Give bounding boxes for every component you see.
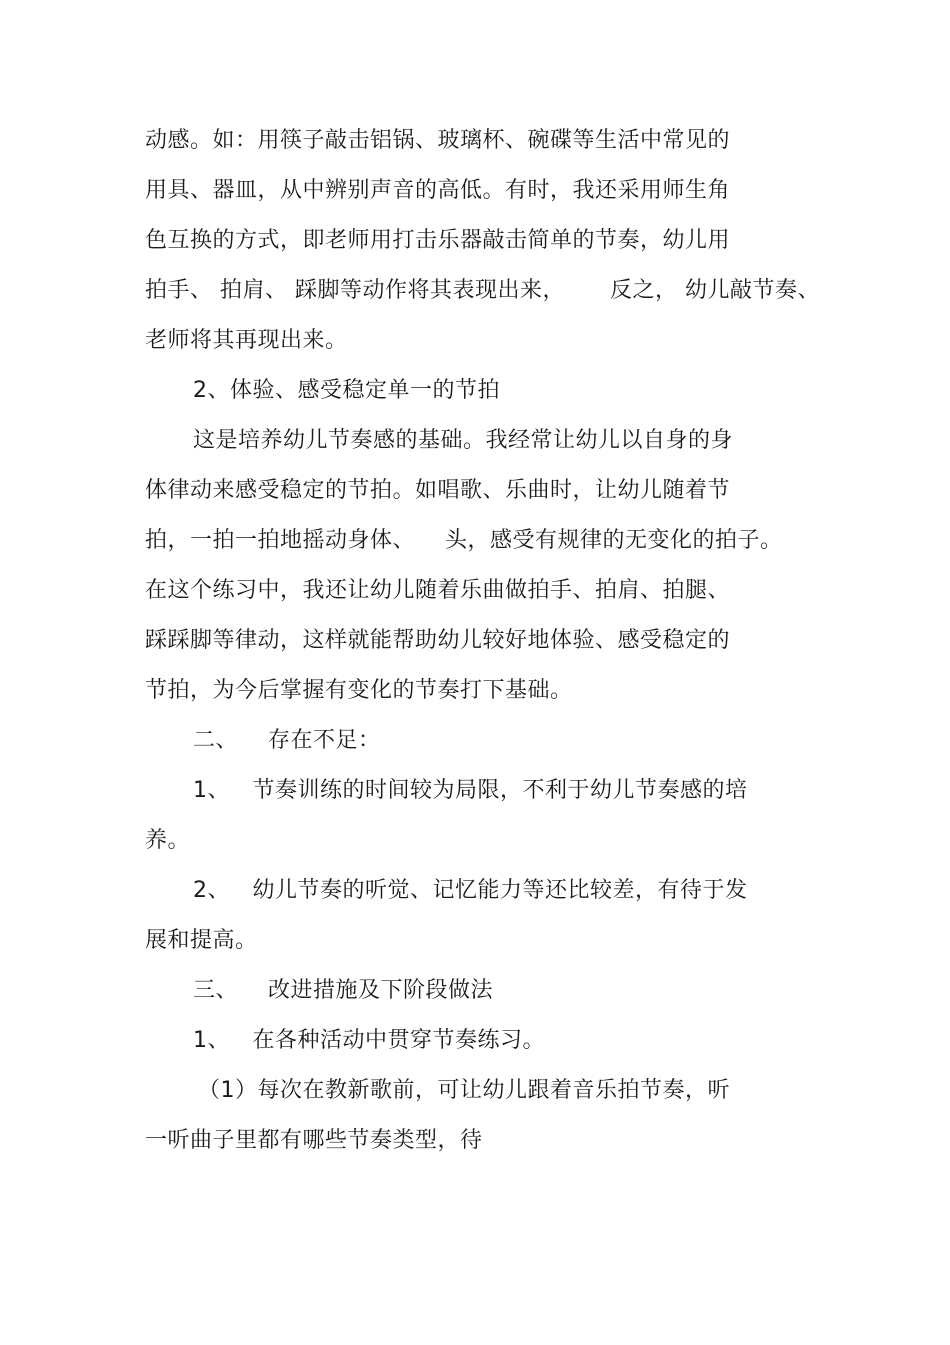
paragraph-line: 用具、器皿，从中辨别声音的高低。有时，我还采用师生角 [145, 178, 731, 203]
paragraph-line: 动感。如：用筷子敲击铝锅、玻璃杯、碗碟等生活中常见的 [145, 128, 731, 153]
paragraph-line: 在这个练习中，我还让幼儿随着乐曲做拍手、拍肩、拍腿、 [145, 578, 731, 603]
paragraph-line: 体律动来感受稳定的节拍。如唱歌、乐曲时，让幼儿随着节 [145, 478, 731, 503]
paragraph-line: 拍手、 拍肩、 踩脚等动作将其表现出来， 反之， 幼儿敲节奏、 [145, 278, 820, 303]
paragraph-line: 展和提高。 [145, 928, 258, 953]
list-item: 1、 节奏训练的时间较为局限，不利于幼儿节奏感的培 [193, 778, 748, 803]
paragraph-line: 养。 [145, 828, 191, 853]
list-item: 1、 在各种活动中贯穿节奏练习。 [193, 1028, 545, 1053]
paragraph-line: 一听曲子里都有哪些节奏类型，待 [145, 1128, 483, 1153]
paragraph-line: 老师将其再现出来。 [145, 328, 348, 353]
section-heading: 二、 存在不足： [193, 728, 381, 753]
list-item: （1）每次在教新歌前，可让幼儿跟着音乐拍节奏，听 [198, 1078, 730, 1103]
paragraph-line: 拍，一拍一拍地摇动身体、 头，感受有规律的无变化的拍子。 [145, 528, 783, 553]
list-item: 2、 幼儿节奏的听觉、记忆能力等还比较差，有待于发 [193, 878, 748, 903]
paragraph-line: 色互换的方式，即老师用打击乐器敲击简单的节奏，幼儿用 [145, 228, 731, 253]
paragraph-line: 踩踩脚等律动，这样就能帮助幼儿较好地体验、感受稳定的 [145, 628, 731, 653]
paragraph-line: 节拍，为今后掌握有变化的节奏打下基础。 [145, 678, 573, 703]
paragraph-line: 这是培养幼儿节奏感的基础。我经常让幼儿以自身的身 [193, 428, 734, 453]
section-heading: 2、体验、感受稳定单一的节拍 [193, 378, 500, 403]
section-heading: 三、 改进措施及下阶段做法 [193, 978, 493, 1003]
